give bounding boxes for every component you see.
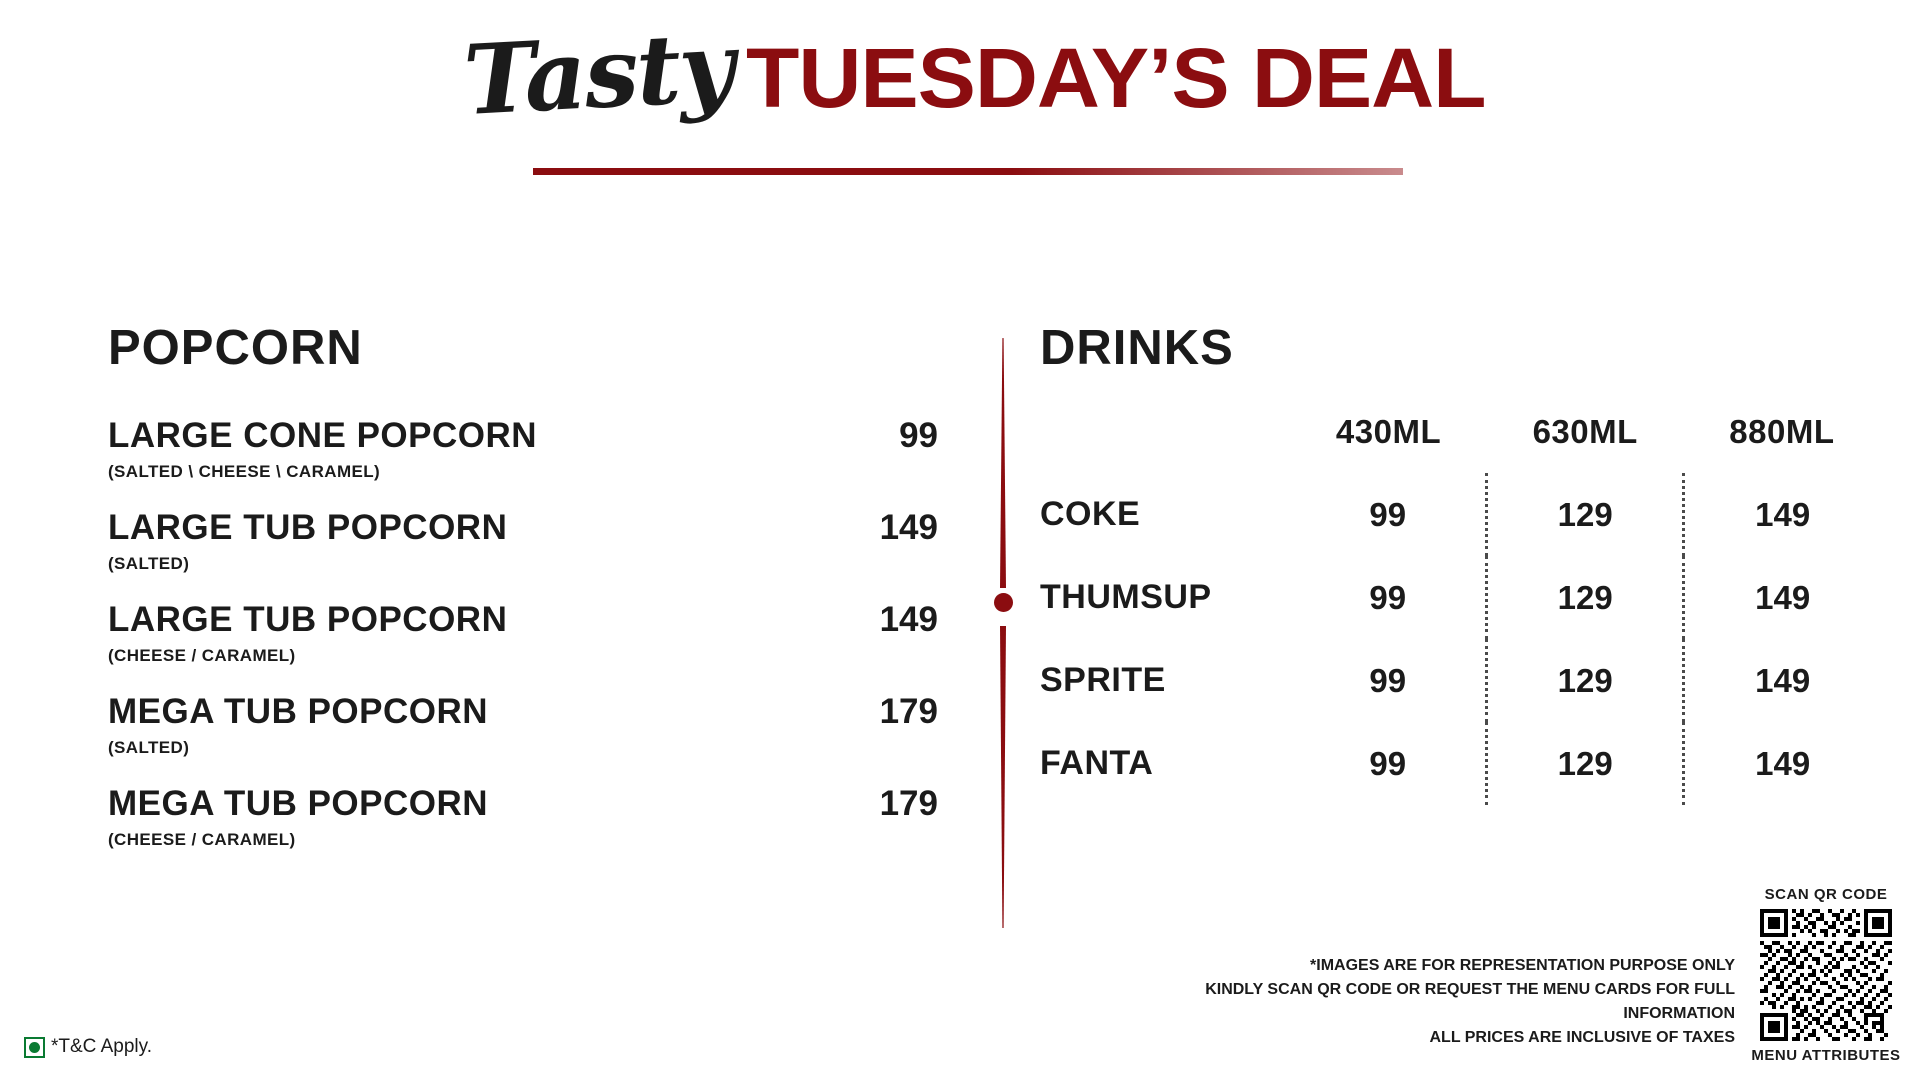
- table-row: [1040, 556, 1880, 639]
- list-item: [108, 784, 938, 850]
- page-title-main: TUESDAY’S DEAL: [746, 31, 1486, 125]
- popcorn-item-price: 179: [879, 784, 938, 823]
- title-row: [460, 10, 1486, 137]
- terms-text: *T&C Apply.: [51, 1036, 153, 1057]
- drinks-table: [1040, 412, 1880, 805]
- qr-caption-bottom: MENU ATTRIBUTES: [1751, 1047, 1901, 1064]
- drinks-size-header-430: 430ML: [1335, 413, 1442, 450]
- disclaimer-line-3: ALL PRICES ARE INCLUSIVE OF TAXES: [1429, 1029, 1735, 1046]
- popcorn-item-price: 149: [879, 508, 938, 547]
- divider-dot: [994, 593, 1013, 612]
- disclaimer-line-2: KINDLY SCAN QR CODE OR REQUEST THE MENU CARDS FOR FULL INFORMATION: [1205, 981, 1735, 1022]
- popcorn-item-name: LARGE TUB POPCORN: [108, 600, 508, 639]
- drink-price-630: 129: [1487, 639, 1684, 722]
- popcorn-item-price: 99: [899, 416, 938, 455]
- drinks-name-header: [1040, 412, 1290, 473]
- drink-price-630: 129: [1487, 556, 1684, 639]
- popcorn-item-price: 179: [879, 692, 938, 731]
- drink-price-630: 129: [1487, 473, 1684, 556]
- drink-name: THUMSUP: [1040, 578, 1212, 616]
- popcorn-heading: POPCORN: [108, 321, 363, 375]
- page-header: [0, 10, 1921, 186]
- drink-price-430: 99: [1369, 661, 1407, 699]
- drink-name: FANTA: [1040, 744, 1154, 782]
- divider-bar-bottom: [1000, 626, 1006, 928]
- page-title-script: Tasty: [460, 10, 736, 137]
- popcorn-item-price: 149: [879, 600, 938, 639]
- list-item: [108, 508, 938, 574]
- list-item: [108, 692, 938, 758]
- drink-name: SPRITE: [1040, 661, 1166, 699]
- drink-price-430: 99: [1369, 578, 1407, 616]
- popcorn-item-name: LARGE TUB POPCORN: [108, 508, 508, 547]
- drinks-size-header-630: 630ML: [1532, 413, 1638, 450]
- popcorn-item-sub: (CHEESE / CARAMEL): [108, 830, 296, 849]
- list-item: [108, 600, 938, 666]
- popcorn-item-sub: (SALTED): [108, 554, 190, 573]
- qr-block: [1751, 886, 1901, 1064]
- disclaimer: [1115, 954, 1735, 1050]
- popcorn-item-name: MEGA TUB POPCORN: [108, 692, 489, 731]
- drinks-heading: DRINKS: [1040, 321, 1234, 375]
- drink-price-630: 129: [1487, 722, 1684, 805]
- divider-bar-top: [1000, 338, 1006, 588]
- table-row: [1040, 722, 1880, 805]
- popcorn-item-name: LARGE CONE POPCORN: [108, 416, 538, 455]
- title-underline: [533, 168, 1403, 175]
- column-divider: [992, 338, 1014, 928]
- drinks-size-header-880: 880ML: [1729, 413, 1835, 450]
- popcorn-item-name: MEGA TUB POPCORN: [108, 784, 489, 823]
- drink-price-430: 99: [1369, 744, 1407, 782]
- disclaimer-line-1: *IMAGES ARE FOR REPRESENTATION PURPOSE ONLY: [1310, 957, 1735, 974]
- popcorn-section: [108, 320, 938, 876]
- drink-price-880: 149: [1684, 473, 1880, 556]
- drink-price-880: 149: [1684, 722, 1880, 805]
- popcorn-item-sub: (CHEESE / CARAMEL): [108, 646, 296, 665]
- drinks-section: [1040, 320, 1880, 805]
- table-header-row: [1040, 412, 1880, 473]
- popcorn-list: [108, 416, 938, 850]
- drink-price-880: 149: [1684, 556, 1880, 639]
- qr-code-icon[interactable]: [1760, 909, 1892, 1041]
- popcorn-item-sub: (SALTED): [108, 738, 190, 757]
- drink-price-430: 99: [1369, 495, 1407, 533]
- terms-and-conditions: [24, 1036, 152, 1058]
- list-item: [108, 416, 938, 482]
- drink-name: COKE: [1040, 495, 1141, 533]
- drink-price-880: 149: [1684, 639, 1880, 722]
- qr-caption-top: SCAN QR CODE: [1764, 886, 1888, 903]
- veg-mark-icon: [24, 1037, 45, 1058]
- table-row: [1040, 473, 1880, 556]
- popcorn-item-sub: (SALTED \ CHEESE \ CARAMEL): [108, 462, 381, 481]
- table-row: [1040, 639, 1880, 722]
